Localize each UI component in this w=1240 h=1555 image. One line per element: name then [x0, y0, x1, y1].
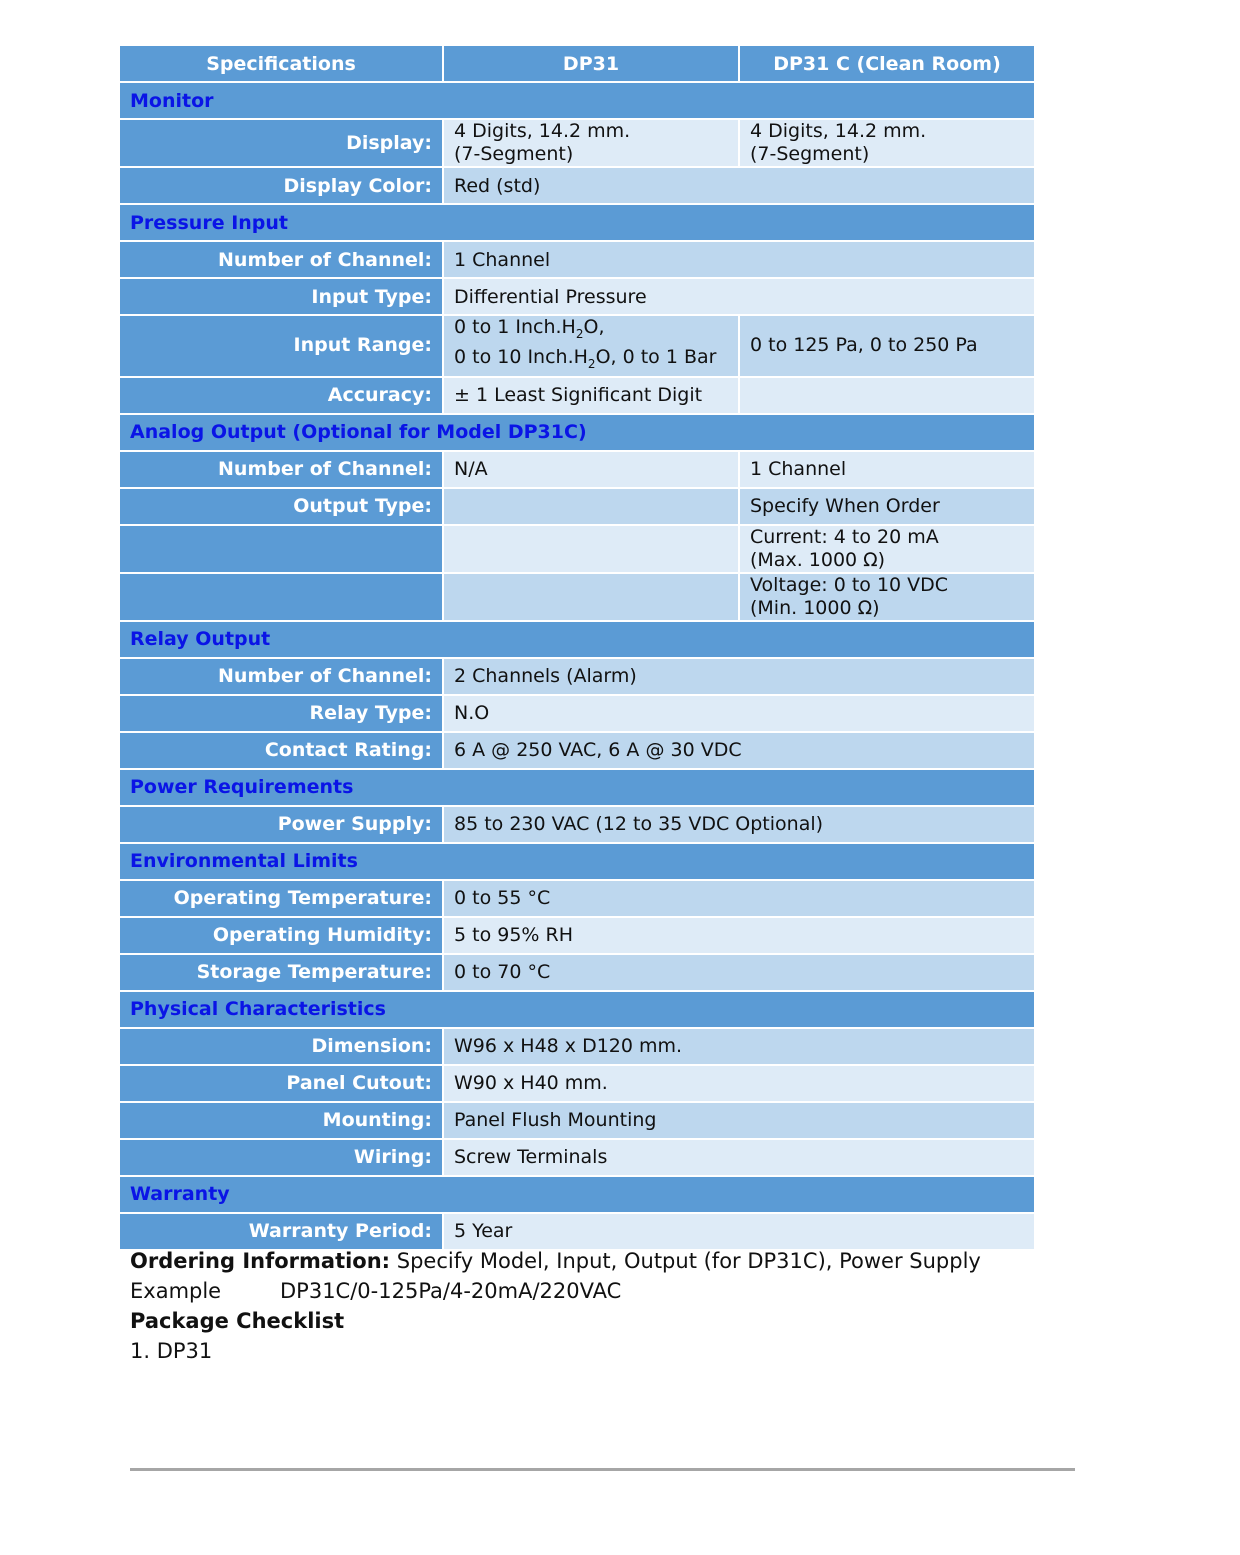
table-row: [119, 377, 1035, 414]
cell-text: O, 0 to 1 Bar: [595, 345, 717, 368]
row-value: [739, 377, 1035, 414]
row-value: 2 Channels (Alarm): [443, 658, 1035, 695]
row-label: Power Supply:: [119, 806, 443, 843]
table-row: [119, 658, 1035, 695]
row-label: Operating Humidity:: [119, 917, 443, 954]
cell-line: Voltage: 0 to 10 VDC: [750, 573, 949, 596]
example-value: DP31C/0-125Pa/4-20mA/220VAC: [280, 1279, 622, 1303]
section-row: [119, 414, 1035, 451]
table-row: [119, 167, 1035, 204]
cell-text: O,: [583, 316, 605, 338]
row-label: Panel Cutout:: [119, 1065, 443, 1102]
subscript: 2: [587, 356, 596, 371]
cell-text: 0 to 1 Inch.H: [454, 316, 576, 338]
row-value: Red (std): [443, 167, 1035, 204]
row-label: Dimension:: [119, 1028, 443, 1065]
voltage-output-cell: [739, 573, 1035, 621]
table-row: [119, 806, 1035, 843]
row-label: Wiring:: [119, 1139, 443, 1176]
section-row: [119, 1176, 1035, 1213]
row-value: N.O: [443, 695, 1035, 732]
row-value: [443, 525, 739, 573]
table-row: [119, 573, 1035, 621]
row-label: Output Type:: [119, 488, 443, 525]
section-physical-characteristics: Physical Characteristics: [119, 991, 1035, 1028]
table-row: [119, 241, 1035, 278]
ordering-text: Specify Model, Input, Output (for DP31C), Power Supply: [390, 1249, 981, 1273]
row-label: Contact Rating:: [119, 732, 443, 769]
table-row: [119, 917, 1035, 954]
table-row: [119, 954, 1035, 991]
cell-text: 0 to 10 Inch.H: [454, 345, 588, 368]
row-value: [443, 488, 739, 525]
table-row: [119, 315, 1035, 377]
row-label: Input Range:: [119, 315, 443, 377]
ordering-information: [130, 1246, 981, 1366]
section-row: [119, 843, 1035, 880]
row-label: Storage Temperature:: [119, 954, 443, 991]
package-checklist-title: Package Checklist: [130, 1309, 345, 1333]
display-dp31c-cell: [739, 119, 1035, 167]
table-row: [119, 1213, 1035, 1250]
table-row: [119, 880, 1035, 917]
row-value: N/A: [443, 451, 739, 488]
table-row: [119, 119, 1035, 167]
section-row: [119, 621, 1035, 658]
row-label: Accuracy:: [119, 377, 443, 414]
row-value: [443, 573, 739, 621]
section-pressure-input: Pressure Input: [119, 204, 1035, 241]
example-label: Example: [130, 1279, 222, 1303]
row-value: Differential Pressure: [443, 278, 1035, 315]
table-row: [119, 1065, 1035, 1102]
table-row: [119, 1139, 1035, 1176]
section-analog-output: Analog Output (Optional for Model DP31C): [119, 414, 1035, 451]
table-row: [119, 488, 1035, 525]
row-value: 1 Channel: [443, 241, 1035, 278]
table-row: [119, 525, 1035, 573]
row-value: 0 to 55 °C: [443, 880, 1035, 917]
row-label: Number of Channel:: [119, 451, 443, 488]
row-value: Screw Terminals: [443, 1139, 1035, 1176]
row-label: Number of Channel:: [119, 241, 443, 278]
section-row: [119, 769, 1035, 806]
current-output-cell: [739, 525, 1035, 573]
ordering-label: Ordering Information:: [130, 1249, 391, 1273]
table-row: [119, 695, 1035, 732]
section-row: [119, 991, 1035, 1028]
cell-line: 4 Digits, 14.2 mm.: [454, 120, 631, 142]
section-row: [119, 204, 1035, 241]
cell-line: Current: 4 to 20 mA: [750, 525, 939, 548]
row-value: W96 x H48 x D120 mm.: [443, 1028, 1035, 1065]
subscript: 2: [575, 326, 584, 341]
section-relay-output: Relay Output: [119, 621, 1035, 658]
header-dp31c: DP31 C (Clean Room): [739, 45, 1035, 82]
table-row: [119, 732, 1035, 769]
table-row: [119, 1028, 1035, 1065]
row-label: Display:: [119, 119, 443, 167]
header-dp31: DP31: [443, 45, 739, 82]
section-monitor: Monitor: [119, 82, 1035, 119]
table-row: [119, 1102, 1035, 1139]
input-range-dp31-cell: [443, 315, 739, 377]
checklist-item: 1. DP31: [130, 1339, 213, 1363]
divider: [130, 1468, 1075, 1471]
section-row: [119, 82, 1035, 119]
row-label: Number of Channel:: [119, 658, 443, 695]
cell-line: (7-Segment): [454, 143, 574, 165]
row-label: Relay Type:: [119, 695, 443, 732]
display-dp31-cell: [443, 119, 739, 167]
specifications-table: [118, 44, 1036, 1251]
table-row: [119, 451, 1035, 488]
row-label: Mounting:: [119, 1102, 443, 1139]
section-environmental-limits: Environmental Limits: [119, 843, 1035, 880]
section-warranty: Warranty: [119, 1176, 1035, 1213]
row-label: Input Type:: [119, 278, 443, 315]
row-label: [119, 525, 443, 573]
row-label: Warranty Period:: [119, 1213, 443, 1250]
row-value: 85 to 230 VAC (12 to 35 VDC Optional): [443, 806, 1035, 843]
row-value: Specify When Order: [739, 488, 1035, 525]
row-value: ± 1 Least Significant Digit: [443, 377, 739, 414]
cell-line: (Max. 1000 Ω): [750, 548, 886, 571]
row-value: 6 A @ 250 VAC, 6 A @ 30 VDC: [443, 732, 1035, 769]
row-label: [119, 573, 443, 621]
row-value: 5 Year: [443, 1213, 1035, 1250]
table-row: [119, 278, 1035, 315]
cell-line: 4 Digits, 14.2 mm.: [750, 120, 927, 142]
row-value: 1 Channel: [739, 451, 1035, 488]
row-value: 5 to 95% RH: [443, 917, 1035, 954]
row-value: Panel Flush Mounting: [443, 1102, 1035, 1139]
row-value: 0 to 70 °C: [443, 954, 1035, 991]
cell-line: (7-Segment): [750, 143, 870, 165]
row-value: 0 to 125 Pa, 0 to 250 Pa: [739, 315, 1035, 377]
section-power-requirements: Power Requirements: [119, 769, 1035, 806]
row-label: Display Color:: [119, 167, 443, 204]
table-header-row: [119, 45, 1035, 82]
cell-line: (Min. 1000 Ω): [750, 596, 880, 619]
row-label: Operating Temperature:: [119, 880, 443, 917]
row-value: W90 x H40 mm.: [443, 1065, 1035, 1102]
header-specifications: Specifications: [119, 45, 443, 82]
